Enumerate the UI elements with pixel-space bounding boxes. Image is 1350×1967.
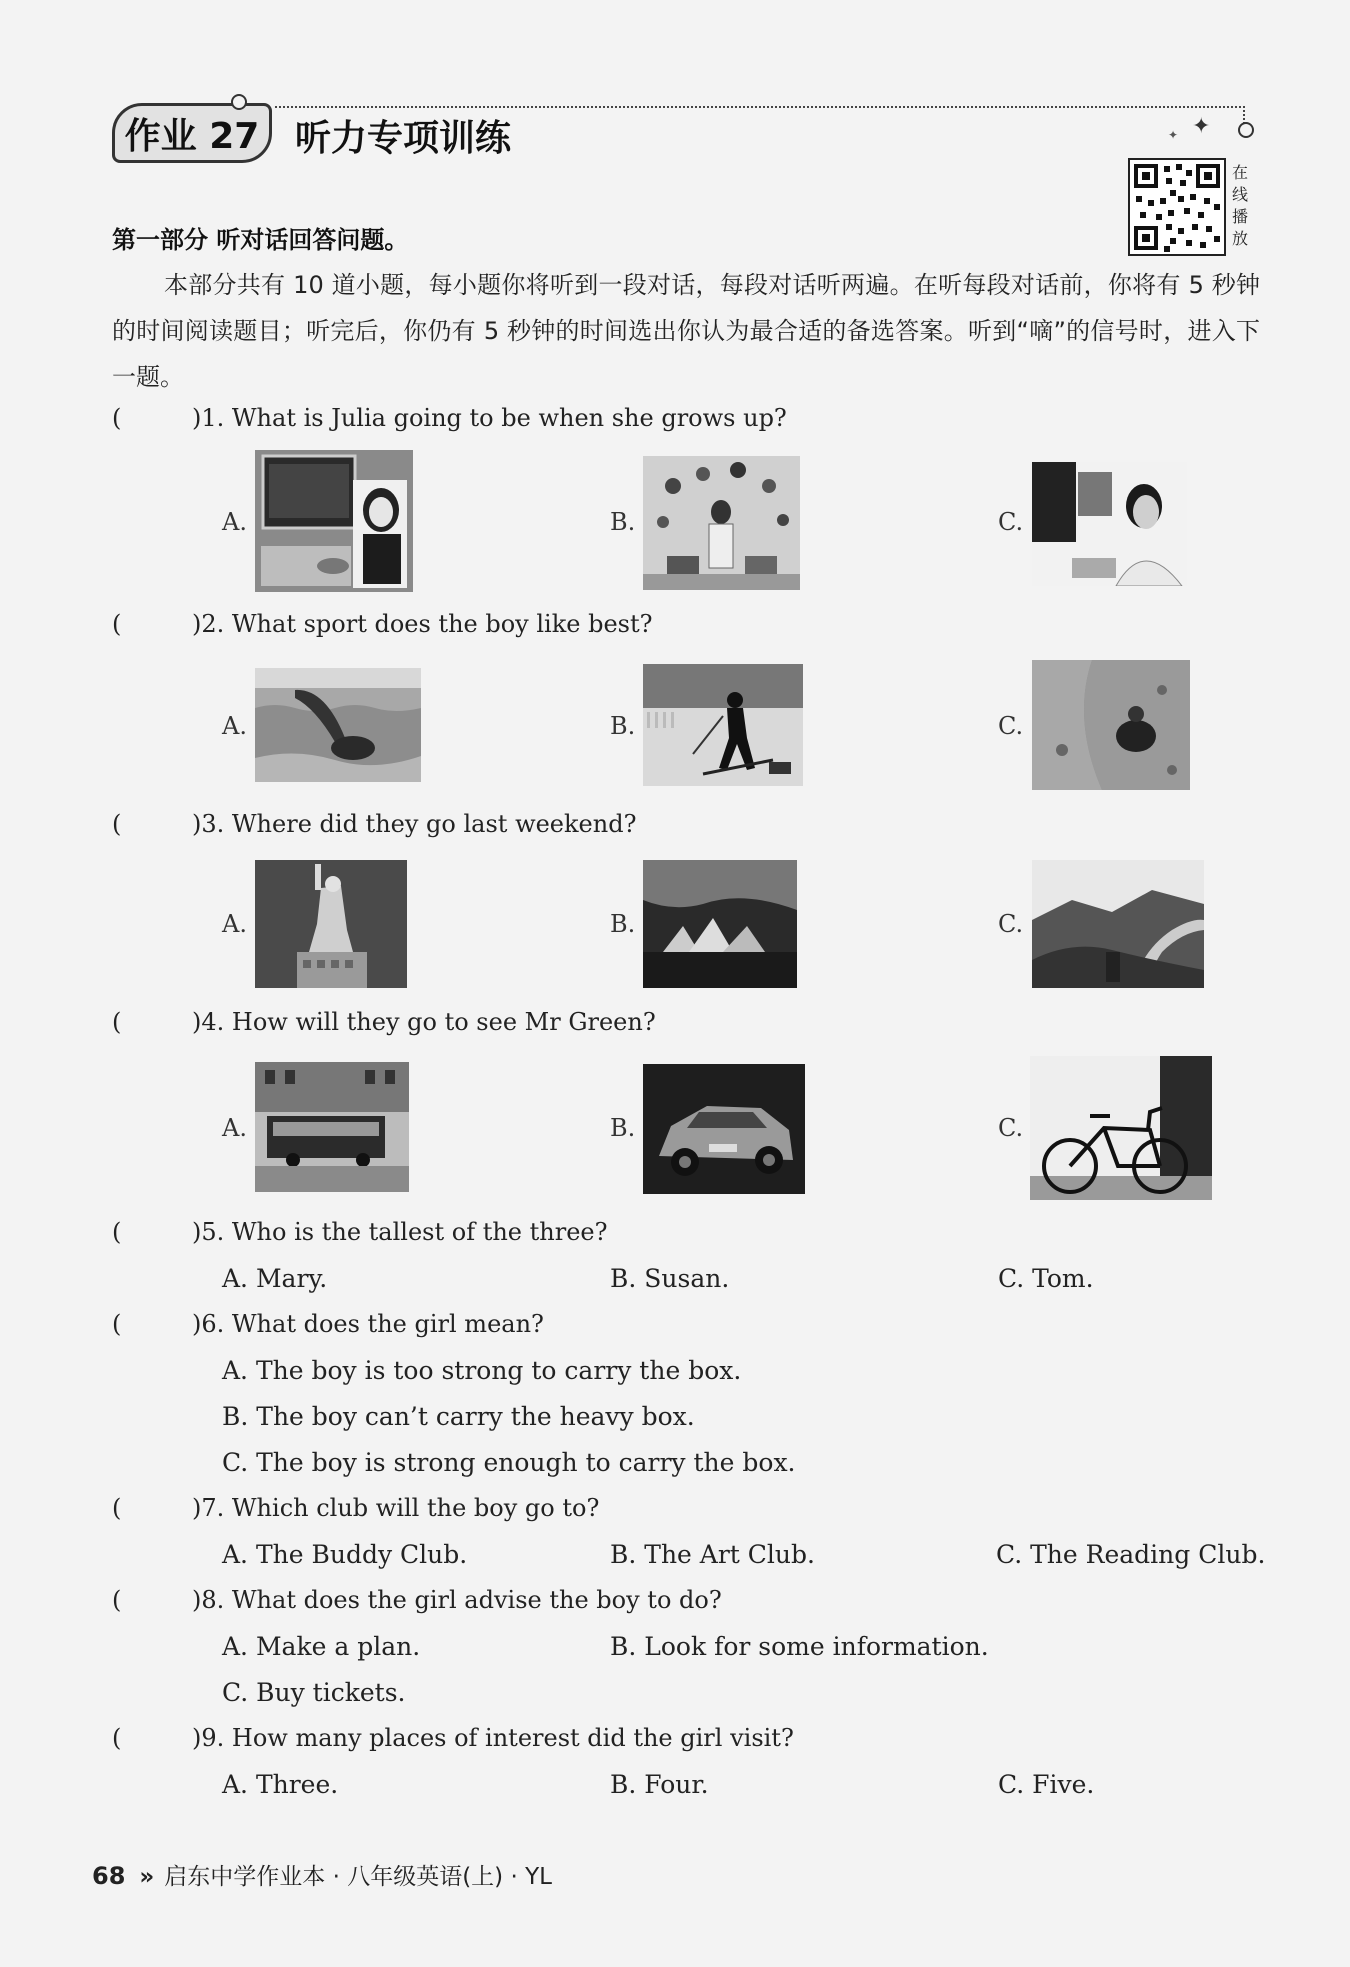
question-text: )5. Who is the tallest of the three? bbox=[192, 1218, 608, 1246]
skiing-photo[interactable] bbox=[643, 664, 803, 786]
option-a[interactable]: A. Make a plan. bbox=[222, 1632, 421, 1661]
answer-blank[interactable]: ( bbox=[112, 404, 122, 432]
option-a[interactable]: A. Three. bbox=[222, 1770, 339, 1799]
badge-ring-icon bbox=[231, 94, 247, 110]
question-text: )3. Where did they go last weekend? bbox=[192, 810, 637, 838]
option-c[interactable]: C. Five. bbox=[998, 1770, 1095, 1799]
question-text: )9. How many places of interest did the girl visit? bbox=[192, 1724, 794, 1752]
sparkle-icon: ✦ bbox=[1192, 114, 1211, 139]
option-c[interactable]: C. Tom. bbox=[998, 1264, 1094, 1293]
page-title: 听力专项训练 bbox=[295, 118, 512, 159]
option-b[interactable]: B. Four. bbox=[610, 1770, 709, 1799]
option-b[interactable]: B. The Art Club. bbox=[610, 1540, 815, 1569]
teacher-photo[interactable] bbox=[255, 450, 413, 592]
option-b-label: B. bbox=[610, 1114, 636, 1142]
option-a[interactable]: A. The boy is too strong to carry the box. bbox=[222, 1356, 742, 1385]
page-number: 68 bbox=[92, 1862, 126, 1890]
question-text: )8. What does the girl advise the boy to do? bbox=[192, 1586, 722, 1614]
answer-blank[interactable]: ( bbox=[112, 1310, 122, 1338]
question-text: )2. What sport does the boy like best? bbox=[192, 610, 653, 638]
answer-blank[interactable]: ( bbox=[112, 1586, 122, 1614]
section-instructions: 本部分共有 10 道小题，每小题你将听到一段对话，每段对话听两遍。在听每段对话前，你将有 5 秒钟的时间阅读题目；听完后，你仍有 5 秒钟的时间选出你认为最合适的备选答案。听到“嘀”的信号时，进入下一题。 bbox=[112, 271, 1260, 391]
option-c-label: C. bbox=[998, 1114, 1024, 1142]
question-8 bbox=[112, 1586, 722, 1614]
receptionist-photo[interactable] bbox=[1032, 462, 1187, 586]
option-b[interactable]: B. Look for some information. bbox=[610, 1632, 989, 1661]
swimming-photo[interactable] bbox=[255, 668, 421, 782]
answer-blank[interactable]: ( bbox=[112, 810, 122, 838]
answer-blank[interactable]: ( bbox=[112, 1218, 122, 1246]
option-a-label: A. bbox=[222, 1114, 247, 1142]
homework-badge bbox=[112, 103, 272, 163]
question-text: )7. Which club will the boy go to? bbox=[192, 1494, 600, 1522]
question-9 bbox=[112, 1724, 794, 1752]
question-1 bbox=[112, 404, 787, 432]
option-b-label: B. bbox=[610, 508, 636, 536]
option-a[interactable]: A. Mary. bbox=[222, 1264, 328, 1293]
option-b[interactable]: B. The boy can’t carry the heavy box. bbox=[222, 1402, 695, 1431]
opera-house-photo[interactable] bbox=[643, 860, 797, 988]
question-4 bbox=[112, 1008, 656, 1036]
car-photo[interactable] bbox=[643, 1064, 805, 1194]
option-b-label: B. bbox=[610, 712, 636, 740]
page-footer bbox=[92, 1858, 552, 1891]
option-a-label: A. bbox=[222, 712, 247, 740]
option-c[interactable]: C. The boy is strong enough to carry the box. bbox=[222, 1448, 796, 1477]
option-c-label: C. bbox=[998, 712, 1024, 740]
answer-blank[interactable]: ( bbox=[112, 1724, 122, 1752]
answer-blank[interactable]: ( bbox=[112, 610, 122, 638]
question-text: )1. What is Julia going to be when she grows up? bbox=[192, 404, 787, 432]
option-c-label: C. bbox=[998, 508, 1024, 536]
bicycle-photo[interactable] bbox=[1030, 1056, 1212, 1200]
question-7 bbox=[112, 1494, 599, 1522]
juggler-photo[interactable] bbox=[643, 456, 800, 590]
option-a-label: A. bbox=[222, 910, 247, 938]
answer-blank[interactable]: ( bbox=[112, 1494, 122, 1522]
homework-number: 作业 27 bbox=[124, 115, 260, 157]
question-2 bbox=[112, 610, 653, 638]
section-title: 第一部分 听对话回答问题。 bbox=[112, 226, 409, 254]
option-c[interactable]: C. The Reading Club. bbox=[996, 1540, 1266, 1569]
question-3 bbox=[112, 810, 636, 838]
option-c-label: C. bbox=[998, 910, 1024, 938]
question-5 bbox=[112, 1218, 608, 1246]
option-a[interactable]: A. The Buddy Club. bbox=[222, 1540, 468, 1569]
option-c[interactable]: C. Buy tickets. bbox=[222, 1678, 406, 1707]
climbing-photo[interactable] bbox=[1032, 660, 1190, 790]
online-play-label: 在线播放 bbox=[1232, 163, 1249, 248]
option-b-label: B. bbox=[610, 910, 636, 938]
question-6 bbox=[112, 1310, 544, 1338]
option-a-label: A. bbox=[222, 508, 247, 536]
option-b[interactable]: B. Susan. bbox=[610, 1264, 730, 1293]
book-title: 启东中学作业本 · 八年级英语(上) · YL bbox=[164, 1864, 552, 1890]
decorative-circle-icon bbox=[1238, 122, 1254, 138]
statue-of-liberty-photo[interactable] bbox=[255, 860, 407, 988]
small-sparkle-icon: ✦ bbox=[1168, 128, 1179, 142]
question-text: )6. What does the girl mean? bbox=[192, 1310, 544, 1338]
bus-photo[interactable] bbox=[255, 1062, 409, 1192]
qr-code-icon[interactable] bbox=[1128, 158, 1226, 256]
answer-blank[interactable]: ( bbox=[112, 1008, 122, 1036]
great-wall-photo[interactable] bbox=[1032, 860, 1204, 988]
question-text: )4. How will they go to see Mr Green? bbox=[192, 1008, 656, 1036]
chevron-right-icon: » bbox=[139, 1864, 155, 1890]
